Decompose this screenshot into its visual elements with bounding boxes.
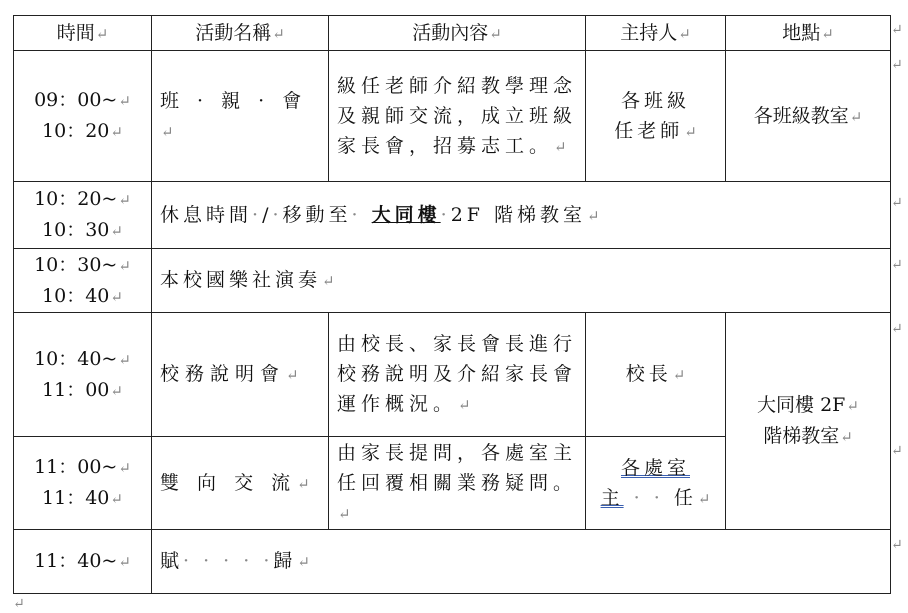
time-cell: 11：00~↵ 11：40↵ (14, 437, 152, 530)
host-cell: 各班級 任老師↵ (586, 51, 726, 182)
row-end-mark: ↵ (891, 195, 903, 211)
time-cell: 09：00~↵ 10：20↵ (14, 51, 152, 182)
performance-cell: 本校國樂社演奏↵ (152, 249, 891, 313)
building-name: 大同樓 (371, 203, 441, 226)
location-cell-merged: 大同樓 2F↵ 階梯教室↵ (726, 313, 891, 530)
row-end-mark: ↵ (891, 22, 903, 38)
location-cell: 各班級教室↵ (726, 51, 891, 182)
header-content: 活動內容↵ (329, 16, 586, 51)
time-cell: 10：20~↵ 10：30↵ (14, 182, 152, 249)
row-end-mark: ↵ (891, 537, 903, 553)
activity-content-cell: 由家長提問，各處室主任回覆相關業務疑問。↵ (329, 437, 586, 530)
row-end-mark: ↵ (891, 321, 903, 337)
paragraph-end-mark: ↵ (13, 596, 25, 612)
header-host: 主持人↵ (586, 16, 726, 51)
time-cell: 10：40~↵ 11：00↵ (14, 313, 152, 437)
activity-name-cell: 雙 向 交 流↵ (152, 437, 329, 530)
row-end-mark: ↵ (891, 443, 903, 459)
header-time: 時間↵ (14, 16, 152, 51)
table-row (14, 530, 891, 594)
activity-name-cell: 班 · 親 · 會↵ (152, 51, 329, 182)
activity-content-cell: 由校長、家長會長進行校務說明及介紹家長會運作概況。↵ (329, 313, 586, 437)
activity-name-cell: 校務說明會↵ (152, 313, 329, 437)
host-cell: 各處室 主 · · 任↵ (586, 437, 726, 530)
table-row (14, 249, 891, 313)
break-cell: 休息時間·/·移動至· 大同樓·2F 階梯教室↵ (152, 182, 891, 249)
table-row (14, 313, 891, 437)
header-row (14, 16, 891, 51)
table-row (14, 51, 891, 182)
schedule-table (13, 15, 891, 594)
time-cell: 10：30~↵ 10：40↵ (14, 249, 152, 313)
host-cell: 校長↵ (586, 313, 726, 437)
header-name: 活動名稱↵ (152, 16, 329, 51)
row-end-mark: ↵ (891, 57, 903, 73)
header-location: 地點↵ (726, 16, 891, 51)
row-end-mark: ↵ (891, 257, 903, 273)
time-cell: 11：40~↵ (14, 530, 152, 594)
activity-content-cell: 級任老師介紹教學理念及親師交流，成立班級家長會，招募志工。↵ (329, 51, 586, 182)
dismissal-cell: 賦· · · · ·歸↵ (152, 530, 891, 594)
table-row (14, 182, 891, 249)
